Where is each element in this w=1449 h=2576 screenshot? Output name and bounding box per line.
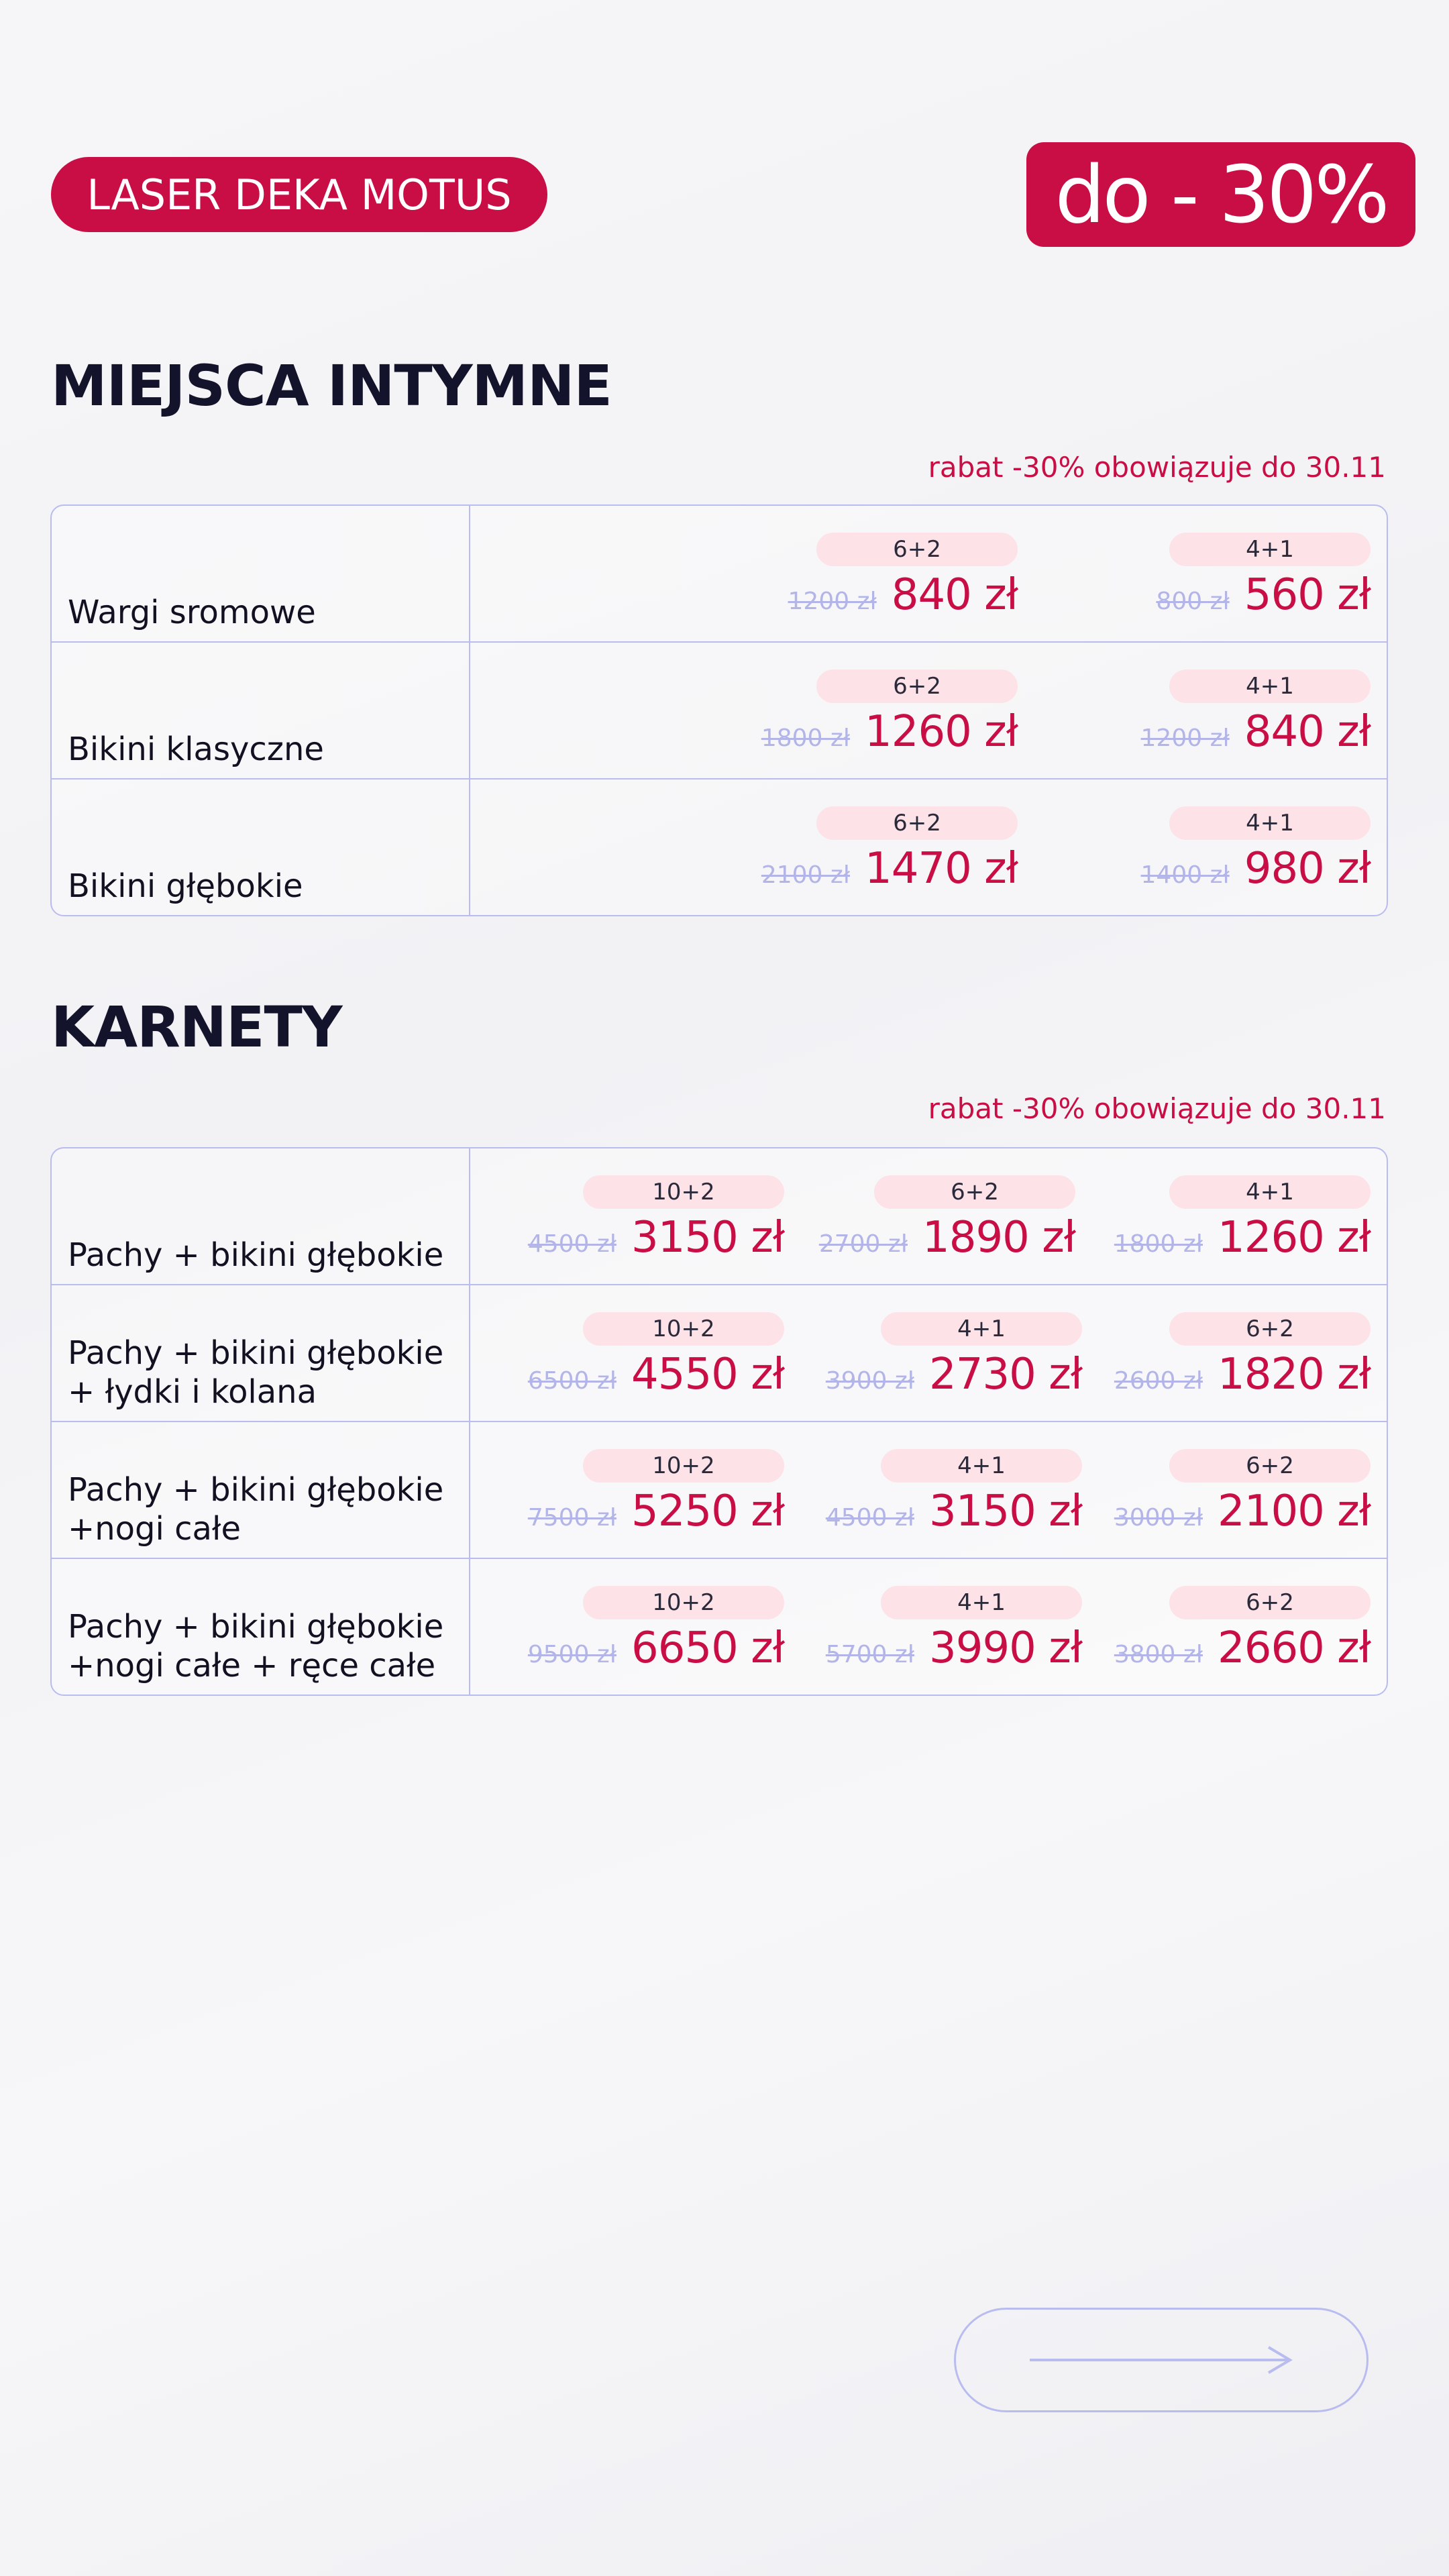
price-line bbox=[788, 570, 1018, 620]
package-badge: 10+2 bbox=[583, 1175, 784, 1209]
old-price: 1200 zł bbox=[1140, 724, 1230, 752]
next-button[interactable] bbox=[954, 2308, 1368, 2412]
old-price: 9500 zł bbox=[527, 1641, 616, 1668]
package-badge: 6+2 bbox=[816, 669, 1018, 703]
price-cell bbox=[814, 1449, 1082, 1550]
package-badge: 6+2 bbox=[816, 806, 1018, 840]
price-line bbox=[528, 1213, 784, 1263]
row-label: Pachy + bikini głębokie +nogi całe + ręce całe bbox=[68, 1608, 444, 1684]
price-line bbox=[826, 1350, 1082, 1399]
price-table-intimate bbox=[50, 504, 1388, 916]
price-line bbox=[1114, 1487, 1371, 1536]
price-line bbox=[826, 1623, 1082, 1673]
price-cell bbox=[1102, 1175, 1371, 1276]
old-price: 2700 zł bbox=[818, 1230, 908, 1258]
old-price: 1400 zł bbox=[1140, 861, 1230, 889]
package-badge: 4+1 bbox=[881, 1586, 1082, 1619]
new-price: 1890 zł bbox=[922, 1213, 1075, 1263]
column-divider bbox=[469, 1422, 470, 1558]
new-price: 1260 zł bbox=[865, 707, 1018, 757]
price-line bbox=[1141, 707, 1371, 757]
package-badge: 6+2 bbox=[1169, 1449, 1371, 1483]
new-price: 2660 zł bbox=[1218, 1623, 1371, 1673]
price-cell bbox=[814, 1586, 1082, 1686]
price-cell bbox=[749, 806, 1018, 907]
price-cell bbox=[516, 1312, 784, 1413]
row-label: Pachy + bikini głębokie +nogi całe bbox=[68, 1471, 444, 1548]
table-row bbox=[52, 641, 1387, 778]
promo-note-intimate: rabat -30% obowiązuje do 30.11 bbox=[928, 451, 1386, 484]
package-badge: 4+1 bbox=[1169, 533, 1371, 566]
old-price: 3800 zł bbox=[1114, 1641, 1203, 1668]
old-price: 1200 zł bbox=[788, 588, 877, 615]
price-cell bbox=[749, 669, 1018, 770]
new-price: 840 zł bbox=[891, 570, 1018, 620]
column-divider bbox=[469, 1148, 470, 1284]
discount-badge: do - 30% bbox=[1026, 142, 1415, 247]
table-row bbox=[52, 506, 1387, 641]
old-price: 3000 zł bbox=[1114, 1504, 1203, 1532]
price-cell bbox=[1102, 1449, 1371, 1550]
price-cell bbox=[1102, 533, 1371, 633]
price-line bbox=[1114, 1213, 1371, 1263]
table-row bbox=[52, 1284, 1387, 1421]
price-line bbox=[1156, 570, 1371, 620]
package-badge: 4+1 bbox=[1169, 669, 1371, 703]
new-price: 2100 zł bbox=[1218, 1487, 1371, 1536]
price-line bbox=[761, 707, 1018, 757]
column-divider bbox=[469, 780, 470, 915]
price-cell bbox=[516, 1449, 784, 1550]
package-badge: 4+1 bbox=[1169, 1175, 1371, 1209]
old-price: 1800 zł bbox=[1114, 1230, 1203, 1258]
old-price: 2600 zł bbox=[1114, 1367, 1203, 1395]
row-label: Bikini klasyczne bbox=[68, 731, 324, 768]
table-row bbox=[52, 1558, 1387, 1695]
package-badge: 6+2 bbox=[1169, 1312, 1371, 1346]
row-label: Bikini głębokie bbox=[68, 867, 303, 905]
arrow-right-icon bbox=[1027, 2343, 1295, 2377]
new-price: 1820 zł bbox=[1218, 1350, 1371, 1399]
old-price: 1800 zł bbox=[761, 724, 850, 752]
price-cell bbox=[1102, 806, 1371, 907]
column-divider bbox=[469, 506, 470, 641]
package-badge: 6+2 bbox=[874, 1175, 1075, 1209]
table-row bbox=[52, 1148, 1387, 1284]
new-price: 840 zł bbox=[1244, 707, 1371, 757]
price-line bbox=[1114, 1350, 1371, 1399]
price-table-karnety bbox=[50, 1147, 1388, 1696]
section-title-intimate: MIEJSCA INTYMNE bbox=[51, 353, 612, 419]
price-line bbox=[528, 1487, 784, 1536]
row-label: Pachy + bikini głębokie bbox=[68, 1236, 444, 1274]
price-line bbox=[528, 1350, 784, 1399]
price-line bbox=[761, 844, 1018, 894]
price-cell bbox=[1102, 1586, 1371, 1686]
table-row bbox=[52, 1421, 1387, 1558]
promo-note-karnety: rabat -30% obowiązuje do 30.11 bbox=[928, 1092, 1386, 1125]
package-badge: 4+1 bbox=[881, 1449, 1082, 1483]
package-badge: 6+2 bbox=[816, 533, 1018, 566]
table-row bbox=[52, 778, 1387, 915]
new-price: 560 zł bbox=[1244, 570, 1371, 620]
old-price: 800 zł bbox=[1156, 588, 1230, 615]
package-badge: 10+2 bbox=[583, 1312, 784, 1346]
old-price: 5700 zł bbox=[825, 1641, 914, 1668]
brand-badge: LASER DEKA MOTUS bbox=[51, 157, 547, 232]
package-badge: 4+1 bbox=[1169, 806, 1371, 840]
new-price: 1260 zł bbox=[1218, 1213, 1371, 1263]
new-price: 3990 zł bbox=[929, 1623, 1082, 1673]
new-price: 6650 zł bbox=[631, 1623, 784, 1673]
price-cell bbox=[749, 533, 1018, 633]
price-line bbox=[1141, 844, 1371, 894]
old-price: 4500 zł bbox=[825, 1504, 914, 1532]
package-badge: 6+2 bbox=[1169, 1586, 1371, 1619]
price-cell bbox=[814, 1312, 1082, 1413]
new-price: 3150 zł bbox=[631, 1213, 784, 1263]
old-price: 4500 zł bbox=[527, 1230, 616, 1258]
new-price: 1470 zł bbox=[865, 844, 1018, 894]
new-price: 5250 zł bbox=[631, 1487, 784, 1536]
price-line bbox=[826, 1487, 1082, 1536]
price-cell bbox=[516, 1175, 784, 1276]
old-price: 6500 zł bbox=[527, 1367, 616, 1395]
new-price: 980 zł bbox=[1244, 844, 1371, 894]
old-price: 7500 zł bbox=[527, 1504, 616, 1532]
column-divider bbox=[469, 1285, 470, 1421]
price-line bbox=[819, 1213, 1075, 1263]
price-cell bbox=[807, 1175, 1075, 1276]
old-price: 3900 zł bbox=[825, 1367, 914, 1395]
column-divider bbox=[469, 1559, 470, 1695]
new-price: 2730 zł bbox=[929, 1350, 1082, 1399]
package-badge: 4+1 bbox=[881, 1312, 1082, 1346]
row-label: Wargi sromowe bbox=[68, 594, 316, 631]
price-cell bbox=[1102, 1312, 1371, 1413]
price-cell bbox=[1102, 669, 1371, 770]
package-badge: 10+2 bbox=[583, 1449, 784, 1483]
package-badge: 10+2 bbox=[583, 1586, 784, 1619]
new-price: 3150 zł bbox=[929, 1487, 1082, 1536]
column-divider bbox=[469, 643, 470, 778]
price-line bbox=[528, 1623, 784, 1673]
new-price: 4550 zł bbox=[631, 1350, 784, 1399]
row-label: Pachy + bikini głębokie + łydki i kolana bbox=[68, 1334, 444, 1411]
section-title-karnety: KARNETY bbox=[51, 994, 342, 1060]
old-price: 2100 zł bbox=[761, 861, 850, 889]
price-cell bbox=[516, 1586, 784, 1686]
price-line bbox=[1114, 1623, 1371, 1673]
